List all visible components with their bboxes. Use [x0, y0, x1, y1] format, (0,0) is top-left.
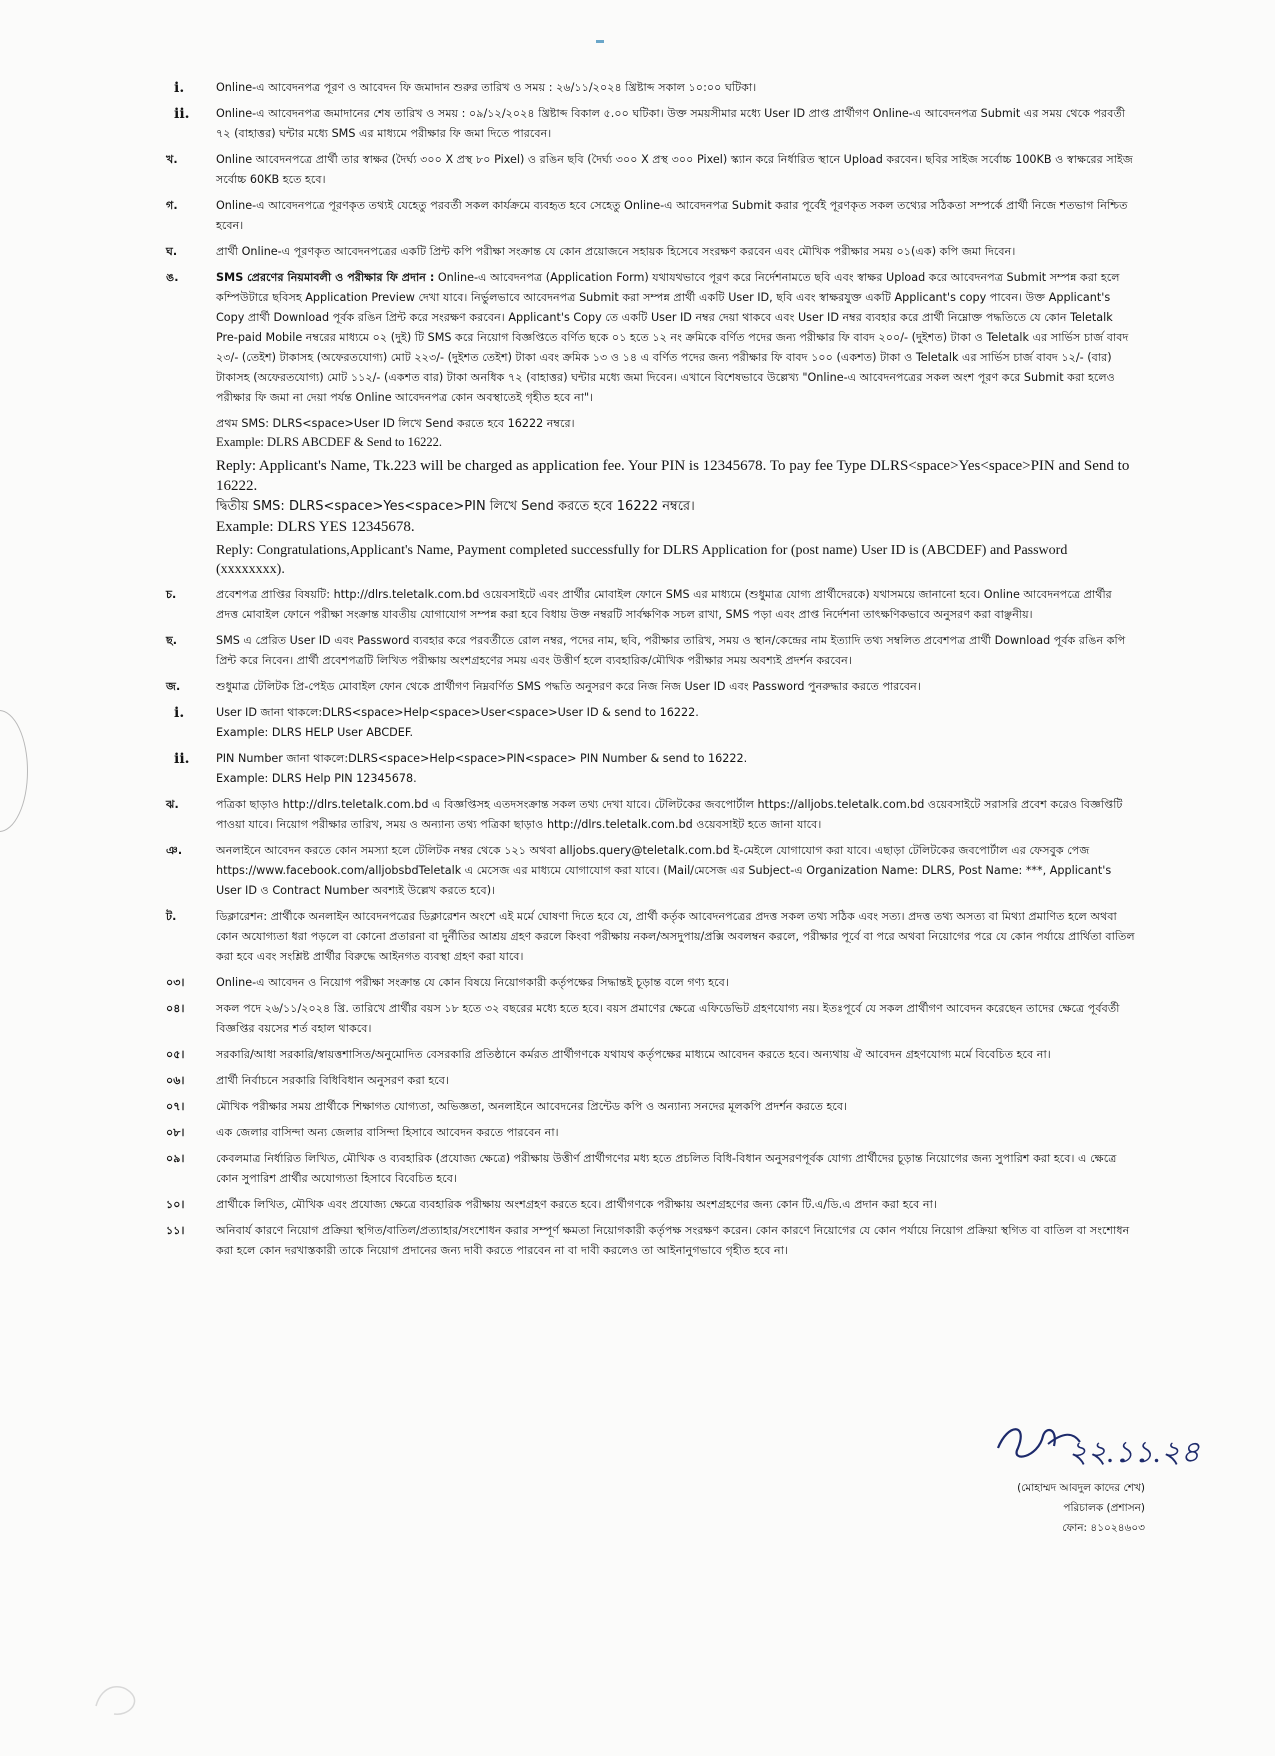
list-item: ০৫। সরকারি/আধা সরকারি/স্বায়ত্তশাসিত/অনুমোদিত বেসরকারি প্রতিষ্ঠানে কর্মরত প্রার্থীগণকে যথাযথ কর্তৃপক্ষের মাধ্যমে আবেদন করতে হবে। অন্যথায় ঐ আবেদন গ্রহণযোগ্য মর্মে বিবেচিত হবে না।	[166, 1048, 1051, 1061]
list-item: ঞ. অনলাইনে আবেদন করতে কোন সমস্যা হলে টেলিটক নম্বর থেকে ১২১ অথবা alljobs.query@teletalk.com.bd ই-মেইলে যোগাযোগ করা যাবে। এছাড়া টেলিটকের জবপোর্টাল এর ফেসবুক পেজ https://www.facebook.com/alljobsbdTeletalk এ মেসেজ এর মাধ্যমে যোগাযোগ করা যাবে। (Mail/মেসেজ এর Subject-এ Organization Name: DLRS, Post Name: ***, Applicant's User ID ও Contract Number অবশ্যই উল্লেখ করতে হবে)।	[166, 844, 1112, 897]
list-item: i. User ID জানা থাকলে:DLRS<space>Help<space>User<space>User ID & send to 16222. Example: DLRS HELP User ABCDEF.	[174, 705, 699, 739]
list-item: ii. Online-এ আবেদনপত্র জমাদানের শেষ তারিখ ও সময় : ০৯/১২/২০২৪ খ্রিষ্টাব্দ বিকাল ৫.০০ ঘটিকা। উক্ত সময়সীমার মধ্যে User ID প্রাপ্ত প্রার্থীগণ Online-এ আবেদনপত্র Submit এর সময় থেকে পরবর্তী ৭২ (বাহাত্তর) ঘন্টার মধ্যে SMS এর মাধ্যমে পরীক্ষার ফি জমা দিতে পারবেন।	[174, 106, 1126, 140]
list-item: ০৪। সকল পদে ২৬/১১/২০২৪ খ্রি. তারিখে প্রার্থীর বয়স ১৮ হতে ৩২ বছরের মধ্যে হতে হবে। বয়স প্রমাণের ক্ষেত্রে এফিডেভিট গ্রহণযোগ্য নয়। ইতঃপূর্বে যে সকল প্রার্থীগণ আবেদন করেছেন তাদের ক্ষেত্রে পূর্ববর্তী বিজ্ঞপ্তির বয়সের শর্ত বহাল থাকবে।	[166, 1002, 1120, 1035]
list-item: ঘ. প্রার্থী Online-এ পূরণকৃত আবেদনপত্রের একটি প্রিন্ট কপি পরীক্ষা সংক্রান্ত যে কোন প্রয়োজনে সহায়ক হিসেবে সংরক্ষণ করবেন এবং মৌখিক পরীক্ষার সময় ০১(এক) কপি জমা দিবেন।	[166, 245, 1016, 258]
list-item: ii. PIN Number জানা থাকলে:DLRS<space>Help<space>PIN<space> PIN Number & send to 16222. Example: DLRS Help PIN 12345678.	[174, 751, 748, 785]
notice-body	[166, 78, 1136, 1267]
list-item: ট. ডিক্লারেশন: প্রার্থীকে অনলাইন আবেদনপত্রের ডিক্লারেশন অংশে এই মর্মে ঘোষণা দিতে হবে যে, প্রার্থী কর্তৃক আবেদনপত্রের প্রদত্ত সকল তথ্য সঠিক এবং সত্য। প্রদত্ত তথ্য অসত্য বা মিথ্যা প্রমাণিত হলে অথবা কোন অযোগ্যতা ধরা পড়লে বা কোনো প্রতারনা বা দুর্নীতির আশ্রয় গ্রহণ করলে কিংবা পরীক্ষায় নকল/অসদুপায়/প্রক্সি অবলম্বন করলে, পরীক্ষার পূর্বে বা পরে অথবা নিয়োগের পরে যে কোন পর্যায়ে প্রার্থিতা বাতিল করা হবে এবং সংশ্লিষ্ট প্রার্থীর বিরুদ্ধে আইনগত ব্যবস্থা গ্রহণ করা যাবে।	[166, 910, 1135, 963]
sms-instructions: প্রথম SMS: DLRS<space>User ID লিখে Send করতে হবে 16222 নম্বরে। Example: DLRS ABCDEF & Send to 16222. Reply: Applicant's Name, Tk.223 will be charged as application fee. Your PIN is 12345678. To pay fee Type DLRS<space>Yes<space>PIN and Send to 16222. দ্বিতীয় SMS: DLRS<space>Yes<space>PIN লিখে Send করতে হবে 16222 নম্বরে। Example: DLRS YES 12345678. Reply: Congratulations,Applicant's Name, Payment completed successfully for DLRS Application for (post name) User ID is (ABCDEF) and Password (xxxxxxxx).	[216, 417, 1130, 577]
list-item: ১১। অনিবার্য কারণে নিয়োগ প্রক্রিয়া স্থগিত/বাতিল/প্রত্যাহার/সংশোধন করার সম্পূর্ণ ক্ষমতা নিয়োগকারী কর্তৃপক্ষ সংরক্ষণ করেন। কোন কারণে নিয়োগের যে কোন পর্যায়ে নিয়োগ প্রক্রিয়া স্থগিত বা বাতিল বা সংশোধন করা হলে কোন দরখাস্তকারী তাকে নিয়োগ প্রদানের জন্য দাবী করতে পারবেন না বা দাবী করলেও তা আইনানুগভাবে গৃহীত হবে না।	[166, 1224, 1130, 1257]
signatory-block: (মোহাম্মদ আবদুল কাদের শেখ) পরিচালক (প্রশাসন) ফোন: ৪১০২৪৬০৩	[1017, 1482, 1145, 1534]
list-item: চ. প্রবেশপত্র প্রাপ্তির বিষয়টি: http://dlrs.teletalk.com.bd ওয়েবসাইটে এবং প্রার্থীর মোবাইল ফোনে SMS এর মাধ্যমে (শুধুমাত্র যোগ্য প্রার্থীদেরকে) যথাসময়ে জানানো হবে। Online আবেদনপত্রে প্রার্থীর প্রদত্ত মোবাইল ফোনে পরীক্ষা সংক্রান্ত যাবতীয় যোগাযোগ সম্পন্ন করা হবে বিধায় উক্ত নম্বরটি সার্বক্ষণিক সচল রাখা, SMS পড়া এবং প্রাপ্ত নির্দেশনা তাৎক্ষণিকভাবে অনুসরণ করা বাঞ্ছনীয়।	[166, 588, 1112, 621]
list-item: খ. Online আবেদনপত্রে প্রার্থী তার স্বাক্ষর (দৈর্ঘ্য ৩০০ X প্রস্থ ৮০ Pixel) ও রঙিন ছবি (দৈর্ঘ্য ৩০০ X প্রস্থ ৩০০ Pixel) স্ক্যান করে নির্ধারিত স্থানে Upload করবেন। ছবির সাইজ সর্বোচ্চ 100KB ও স্বাক্ষরের সাইজ সর্বোচ্চ 60KB হতে হবে।	[166, 153, 1133, 186]
list-item: ০৩। Online-এ আবেদন ও নিয়োগ পরীক্ষা সংক্রান্ত যে কোন বিষয়ে নিয়োগকারী কর্তৃপক্ষের সিদ্ধান্তই চূড়ান্ত বলে গণ্য হবে।	[166, 976, 729, 989]
list-item: ০৬। প্রার্থী নির্বাচনে সরকারি বিধিবিধান অনুসরণ করা হবে।	[166, 1074, 449, 1087]
list-item: গ. Online-এ আবেদনপত্রে পূরণকৃত তথ্যই যেহেতু পরবর্তী সকল কার্যক্রমে ব্যবহৃত হবে সেহেতু Online-এ আবেদনপত্র Submit করার পূর্বেই পূরণকৃত সকল তথ্যের সঠিকতা সম্পর্কে প্রার্থী নিজে শতভাগ নিশ্চিত হবেন।	[166, 199, 1128, 232]
list-item: ঝ. পত্রিকা ছাড়াও http://dlrs.teletalk.com.bd এ বিজ্ঞপ্তিসহ এতদসংক্রান্ত সকল তথ্য দেখা যাবে। টেলিটকের জবপোর্টাল https://alljobs.teletalk.com.bd ওয়েবসাইটে সরাসরি প্রবেশ করেও বিজ্ঞপ্তিটি পাওয়া যাবে। নিয়োগ পরীক্ষার তারিখ, সময় ও অন্যান্য তথ্য পত্রিকা ছাড়াও http://dlrs.teletalk.com.bd ওয়েবসাইট হতে জানা যাবে।	[166, 798, 1123, 831]
list-item: ১০। প্রার্থীকে লিখিত, মৌখিক এবং প্রযোজ্য ক্ষেত্রে ব্যবহারিক পরীক্ষায় অংশগ্রহণ করতে হবে। প্রার্থীগণকে পরীক্ষায় অংশগ্রহণের জন্য কোন টি.এ/ডি.এ প্রদান করা হবে না।	[166, 1198, 937, 1211]
list-item: ০৮। এক জেলার বাসিন্দা অন্য জেলার বাসিন্দা হিসাবে আবেদন করতে পারবেন না।	[166, 1126, 559, 1139]
signature-date: ২২.১১.২৪	[1068, 1436, 1200, 1469]
list-item: ০৭। মৌখিক পরীক্ষার সময় প্রার্থীকে শিক্ষাগত যোগ্যতা, অভিজ্ঞতা, অনলাইনে আবেদনের প্রিন্টেড কপি ও অন্যান্য সনদের মূলকপি প্রদর্শন করতে হবে।	[166, 1100, 848, 1113]
sms-rules-item: ঙ. SMS প্রেরণের নিয়মাবলী ও পরীক্ষার ফি প্রদান : Online-এ আবেদনপত্র (Application Form) যথাযথভাবে পূরণ করে নির্দেশনামতে ছবি এবং স্বাক্ষর Upload করে আবেদনপত্র Submit সম্পন্ন করা হলে কম্পিউটারে ছবিসহ Application Preview দেখা যাবে। নির্ভুলভাবে আবেদনপত্র Submit করা সম্পন্ন প্রার্থী একটি User ID, ছবি এবং স্বাক্ষরযুক্ত একটি Applicant's copy পাবেন। উক্ত Applicant's Copy প্রার্থী Download পূর্বক রঙিন প্রিন্ট করে সংরক্ষণ করবেন। Applicant's Copy তে একটি User ID নম্বর দেয়া থাকবে এবং User ID নম্বর ব্যবহার করে প্রার্থী নিম্নোক্ত পদ্ধতিতে যে কোন Teletalk Pre-paid Mobile নম্বরের মাধ্যমে ০২ (দুই) টি SMS করে নিয়োগ বিজ্ঞপ্তিতে বর্ণিত ছকে ০১ হতে ১২ নং ক্রমিকে বর্ণিত পদের জন্য পরীক্ষার ফি বাবদ ২০০/- (দুইশত) টাকা ও Teletalk এর সার্ভিস চার্জ বাবদ ২৩/- (তেইশ) টাকাসহ (অফেরতযোগ্য) মোট ২২৩/- (দুইশত তেইশ) টাকা এবং ক্রমিক ১৩ ও ১৪ এ বর্ণিত পদের জন্য পরীক্ষার ফি বাবদ ১০০ (একশত) টাকা ও Teletalk এর সার্ভিস চার্জ বাবদ ১২/- (বার) টাকাসহ (অফেরতযোগ্য) মোট ১১২/- (একশত বার) টাকা অনধিক ৭২ (বাহাত্তর) ঘন্টার মধ্যে জমা দিবেন। এখানে বিশেষভাবে উল্লেখ্য "Online-এ আবেদনপত্রের সকল অংশ পূরণ করে Submit করা হলেও পরীক্ষার ফি জমা না দেয়া পর্যন্ত Online আবেদনপত্র কোন অবস্থাতেই গৃহীত হবে না"।	[166, 271, 1129, 404]
faded-stamp-mark	[88, 1676, 146, 1722]
list-item: ০৯। কেবলমাত্র নির্ধারিত লিখিত, মৌখিক ও ব্যবহারিক (প্রযোজ্য ক্ষেত্রে) পরীক্ষায় উত্তীর্ণ প্রার্থীগণের মধ্য হতে প্রচলিত বিধি-বিধান অনুসরণপূর্বক যোগ্য প্রার্থীদের চূড়ান্ত নিয়োগের জন্য সুপারিশ করা হবে। এ ক্ষেত্রে কোন সুপারিশ প্রার্থীর অযোগ্যতা হিসাবে বিবেচিত হবে।	[166, 1152, 1117, 1185]
list-item: ছ. SMS এ প্রেরিত User ID এবং Password ব্যবহার করে পরবর্তীতে রোল নম্বর, পদের নাম, ছবি, পরীক্ষার তারিখ, সময় ও স্থান/কেন্দ্রের নাম ইত্যাদি তথ্য সম্বলিত প্রবেশপত্র প্রার্থী Download পূর্বক রঙিন কপি প্রিন্ট করে নিবেন। প্রার্থী প্রবেশপত্রটি লিখিত পরীক্ষায় অংশগ্রহণের সময় এবং উত্তীর্ণ হলে ব্যবহারিক/মৌখিক পরীক্ষার সময় অবশ্যই প্রদর্শন করবেন।	[166, 634, 1126, 667]
punch-hole-mark	[0, 710, 28, 832]
list-item: জ. শুধুমাত্র টেলিটক প্রি-পেইড মোবাইল ফোন থেকে প্রার্থীগণ নিম্নবর্ণিত SMS পদ্ধতি অনুসরণ করে নিজ নিজ User ID এবং Password পুনরুদ্ধার করতে পারবেন।	[166, 680, 921, 693]
list-item: i. Online-এ আবেদনপত্র পূরণ ও আবেদন ফি জমাদান শুরুর তারিখ ও সময় : ২৬/১১/২০২৪ খ্রিষ্টাব্দ সকাল ১০:০০ ঘটিকা।	[174, 80, 757, 96]
page-top-mark	[596, 40, 604, 43]
